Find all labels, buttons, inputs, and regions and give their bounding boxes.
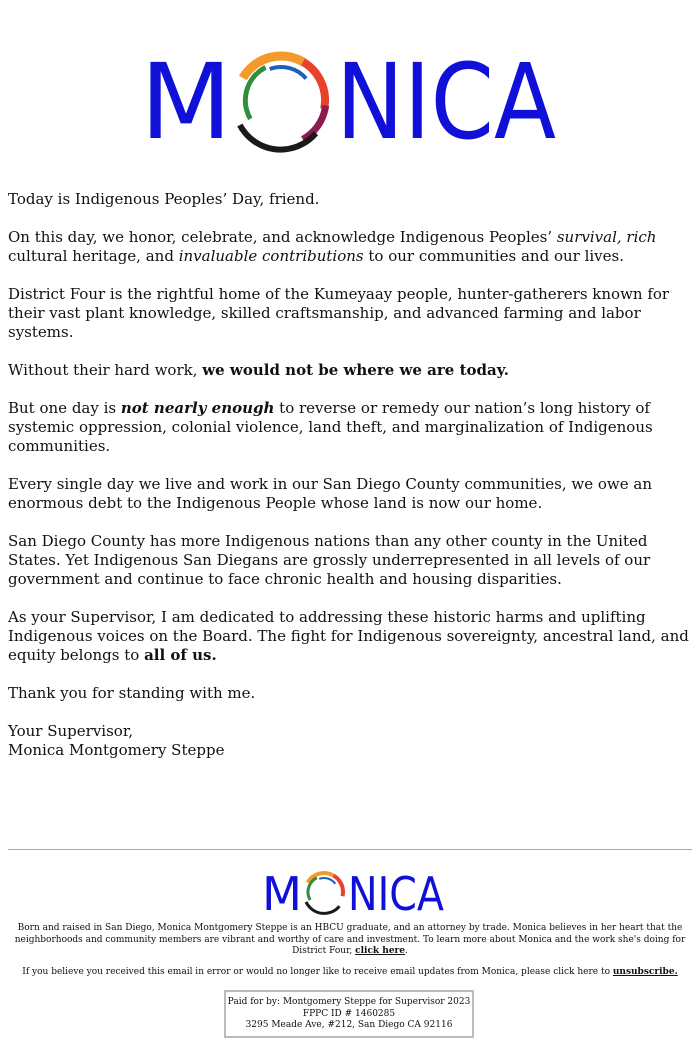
paragraph-hard-work: Without their hard work, we would not be where we are today. [8,361,509,379]
paragraph-honor: On this day, we honor, celebrate, and acknowledge Indigenous Peoples’ survival, rich cultural heritage, and invaluable contributions to our communities and our lives. [8,228,657,265]
paragraph-not-enough: But one day is not nearly enough to reverse or remedy our nation’s long history of systemic oppression, colonial violence, land theft, and marginalization of Indigenous communities. [8,399,653,455]
paragraph-district-four: District Four is the rightful home of the Kumeyaay people, hunter-gatherers known for their vast plant knowledge, skilled craftsmanship, and advanced farming and labor systems. [8,285,670,341]
footer-divider [8,849,692,850]
signature-block [8,722,692,760]
signoff: Your Supervisor, [8,722,134,740]
paragraph-representation: San Diego County has more Indigenous nations than any other county in the United States. Yet Indigenous San Diegans are grossly underrepresented in all levels of our government and continue to face chronic health and housing disparities. [8,532,651,588]
fppc-id-line: FPPC ID # 1460285 [302,1008,396,1019]
learn-more-link[interactable]: click here [355,946,406,956]
logo-letter-m: M [140,41,232,163]
footer-logo-letters-nica: NICA [348,867,445,921]
monica-logo [140,41,560,163]
logo-letters-nica: NICA [336,41,556,163]
email-body [8,190,692,779]
footer-logo-letter-m: M [262,867,302,921]
footer-about: Born and raised in San Diego, Monica Montgomery Steppe is an HBCU graduate, and an attorney by trade. Monica believes in her heart that the neighborhoods and community members are vibrant and worthy of care and investment. To learn more about Monica and the work she's doing for District Four, click here. [14,923,686,956]
paragraph-dedication: As your Supervisor, I am dedicated to addressing these historic harms and uplifting Indigenous voices on the Board. The fight for Indigenous sovereignty, ancestral land, and equity belongs to all of us. [8,608,689,664]
footer-logo-ring-icon [296,865,352,921]
address-line: 3295 Meade Ave, #212, San Diego CA 92116 [245,1020,453,1030]
greeting: Today is Indigenous Peoples’ Day, friend. [8,190,320,208]
footer-monica-logo [262,866,446,921]
footer-unsubscribe-notice: If you believe you received this email in error or would no longer like to receive email updates from Monica, please click here to unsubscribe. [22,967,678,977]
unsubscribe-link[interactable]: unsubscribe. [612,967,678,977]
paragraph-thanks: Thank you for standing with me. [8,684,256,702]
paid-for-disclaimer [224,990,474,1038]
signature-name: Monica Montgomery Steppe [8,741,225,759]
paragraph-debt: Every single day we live and work in our San Diego County communities, we owe an enormous debt to the Indigenous People whose land is now our home. [8,475,653,512]
logo-ring-icon [216,39,346,169]
paid-for-line: Paid for by: Montgomery Steppe for Supervisor 2023 [227,997,471,1007]
